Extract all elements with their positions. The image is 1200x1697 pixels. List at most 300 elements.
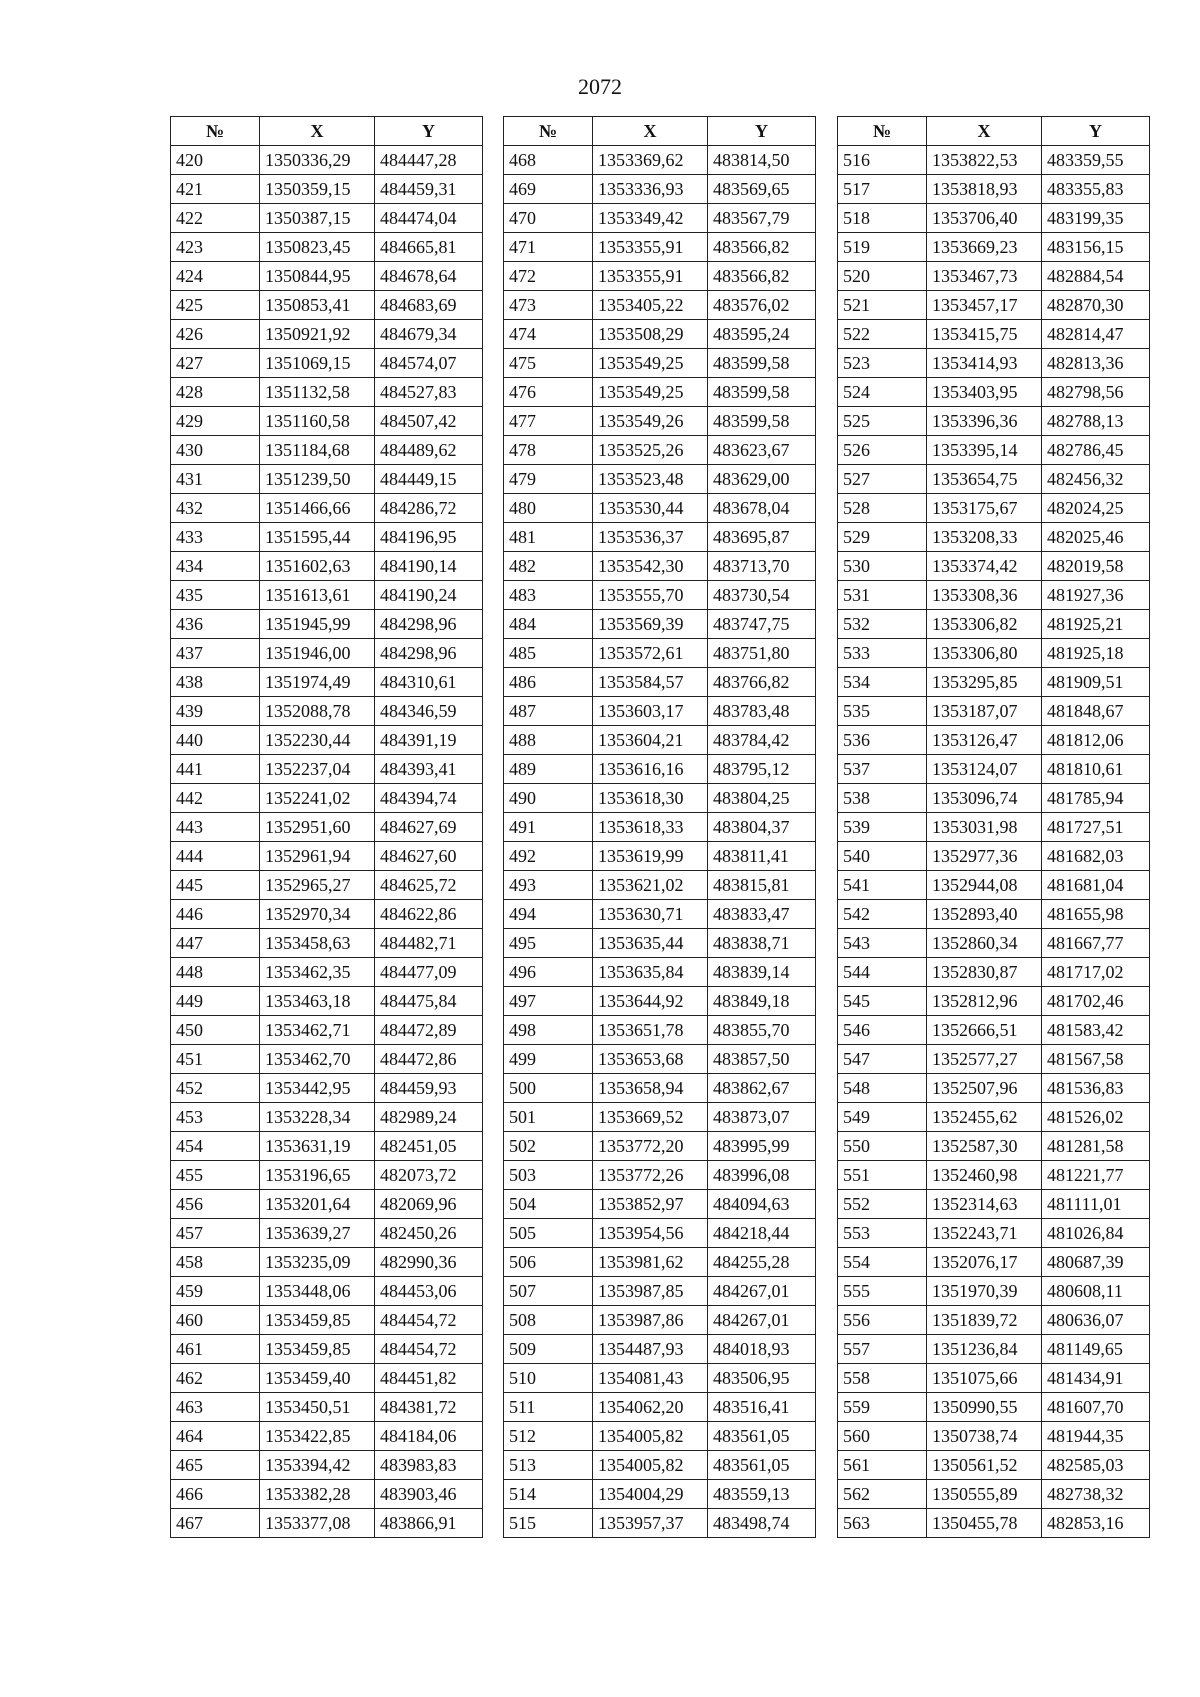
table-row (504, 291, 816, 320)
x-coordinate-cell: 1352241,02 (260, 784, 375, 813)
point-number-cell: 487 (504, 697, 593, 726)
table-row (838, 1306, 1150, 1335)
table-row (838, 842, 1150, 871)
y-coordinate-cell: 484381,72 (375, 1393, 483, 1422)
y-coordinate-cell: 483795,12 (708, 755, 816, 784)
table-row (504, 146, 816, 175)
point-number-cell: 497 (504, 987, 593, 1016)
point-number-cell: 510 (504, 1364, 593, 1393)
point-number-cell: 489 (504, 755, 593, 784)
table-row (171, 1248, 483, 1277)
point-number-cell: 486 (504, 668, 593, 697)
point-number-cell: 514 (504, 1480, 593, 1509)
y-coordinate-cell: 481111,01 (1042, 1190, 1150, 1219)
table-row (838, 175, 1150, 204)
point-number-cell: 465 (171, 1451, 260, 1480)
y-coordinate-cell: 484482,71 (375, 929, 483, 958)
point-number-cell: 472 (504, 262, 593, 291)
x-coordinate-cell: 1353584,57 (593, 668, 708, 697)
point-number-cell: 541 (838, 871, 927, 900)
point-number-cell: 550 (838, 1132, 927, 1161)
y-coordinate-cell: 481655,98 (1042, 900, 1150, 929)
y-coordinate-cell: 484475,84 (375, 987, 483, 1016)
y-coordinate-cell: 482786,45 (1042, 436, 1150, 465)
y-coordinate-cell: 484474,04 (375, 204, 483, 233)
y-coordinate-cell: 481026,84 (1042, 1219, 1150, 1248)
y-coordinate-cell: 482990,36 (375, 1248, 483, 1277)
y-coordinate-cell: 482069,96 (375, 1190, 483, 1219)
point-number-cell: 508 (504, 1306, 593, 1335)
y-coordinate-cell: 484451,82 (375, 1364, 483, 1393)
y-coordinate-cell: 483814,50 (708, 146, 816, 175)
y-coordinate-cell: 484267,01 (708, 1277, 816, 1306)
point-number-cell: 429 (171, 407, 260, 436)
y-coordinate-cell: 484094,63 (708, 1190, 816, 1219)
point-number-cell: 477 (504, 407, 593, 436)
table-row (504, 958, 816, 987)
x-coordinate-cell: 1351184,68 (260, 436, 375, 465)
point-number-cell: 467 (171, 1509, 260, 1538)
y-coordinate-cell: 483569,65 (708, 175, 816, 204)
point-number-cell: 462 (171, 1364, 260, 1393)
y-coordinate-cell: 484286,72 (375, 494, 483, 523)
y-coordinate-cell: 484454,72 (375, 1306, 483, 1335)
x-coordinate-cell: 1353467,73 (927, 262, 1042, 291)
table-row (171, 639, 483, 668)
y-coordinate-cell: 484018,93 (708, 1335, 816, 1364)
y-coordinate-cell: 482738,32 (1042, 1480, 1150, 1509)
table-row (504, 436, 816, 465)
y-coordinate-cell: 481221,77 (1042, 1161, 1150, 1190)
y-coordinate-cell: 482451,05 (375, 1132, 483, 1161)
table-row (504, 1074, 816, 1103)
point-number-cell: 540 (838, 842, 927, 871)
table-row (504, 1335, 816, 1364)
point-number-cell: 531 (838, 581, 927, 610)
table-header-row (171, 117, 483, 146)
point-number-cell: 459 (171, 1277, 260, 1306)
x-coordinate-cell: 1353459,85 (260, 1306, 375, 1335)
point-number-cell: 556 (838, 1306, 927, 1335)
x-coordinate-cell: 1350853,41 (260, 291, 375, 320)
x-coordinate-cell: 1352587,30 (927, 1132, 1042, 1161)
x-coordinate-cell: 1353422,85 (260, 1422, 375, 1451)
table-row (838, 1016, 1150, 1045)
x-coordinate-cell: 1353530,44 (593, 494, 708, 523)
x-coordinate-cell: 1353355,91 (593, 233, 708, 262)
y-coordinate-cell: 483678,04 (708, 494, 816, 523)
y-coordinate-cell: 483506,95 (708, 1364, 816, 1393)
x-coordinate-cell: 1353772,26 (593, 1161, 708, 1190)
y-coordinate-cell: 484267,01 (708, 1306, 816, 1335)
x-coordinate-cell: 1352666,51 (927, 1016, 1042, 1045)
point-number-cell: 542 (838, 900, 927, 929)
y-coordinate-cell: 483855,70 (708, 1016, 816, 1045)
y-coordinate-cell: 484625,72 (375, 871, 483, 900)
x-coordinate-cell: 1353981,62 (593, 1248, 708, 1277)
x-coordinate-cell: 1353306,80 (927, 639, 1042, 668)
table-row (171, 523, 483, 552)
point-number-cell: 527 (838, 465, 927, 494)
table-row (171, 1219, 483, 1248)
y-coordinate-cell: 481810,61 (1042, 755, 1150, 784)
y-coordinate-cell: 481536,83 (1042, 1074, 1150, 1103)
point-number-cell: 442 (171, 784, 260, 813)
point-number-cell: 555 (838, 1277, 927, 1306)
point-number-cell: 537 (838, 755, 927, 784)
table-row (504, 726, 816, 755)
y-coordinate-cell: 484391,19 (375, 726, 483, 755)
x-coordinate-cell: 1350455,78 (927, 1509, 1042, 1538)
x-coordinate-cell: 1353457,17 (927, 291, 1042, 320)
table-row (171, 407, 483, 436)
x-coordinate-cell: 1352455,62 (927, 1103, 1042, 1132)
point-number-cell: 490 (504, 784, 593, 813)
y-coordinate-cell: 484190,14 (375, 552, 483, 581)
table-row (838, 1509, 1150, 1538)
table-row (504, 407, 816, 436)
x-coordinate-cell: 1351613,61 (260, 581, 375, 610)
point-number-cell: 528 (838, 494, 927, 523)
point-number-cell: 547 (838, 1045, 927, 1074)
y-coordinate-cell: 483355,83 (1042, 175, 1150, 204)
y-coordinate-cell: 481567,58 (1042, 1045, 1150, 1074)
table-row (171, 1480, 483, 1509)
x-coordinate-cell: 1351839,72 (927, 1306, 1042, 1335)
table-row (504, 1306, 816, 1335)
point-number-cell: 475 (504, 349, 593, 378)
point-number-cell: 483 (504, 581, 593, 610)
point-number-cell: 427 (171, 349, 260, 378)
point-number-cell: 456 (171, 1190, 260, 1219)
point-number-cell: 488 (504, 726, 593, 755)
table-row (504, 871, 816, 900)
table-row (838, 204, 1150, 233)
table-row (171, 494, 483, 523)
page-number: 2072 (578, 74, 622, 99)
y-coordinate-cell: 484527,83 (375, 378, 483, 407)
table-row (171, 349, 483, 378)
point-number-cell: 435 (171, 581, 260, 610)
table-row (171, 320, 483, 349)
table-row (838, 436, 1150, 465)
table-row (838, 697, 1150, 726)
x-coordinate-cell: 1352944,08 (927, 871, 1042, 900)
y-coordinate-cell: 483599,58 (708, 378, 816, 407)
point-number-cell: 447 (171, 929, 260, 958)
table-row (504, 929, 816, 958)
y-coordinate-cell: 484184,06 (375, 1422, 483, 1451)
x-coordinate-cell: 1353644,92 (593, 987, 708, 1016)
point-number-cell: 500 (504, 1074, 593, 1103)
table-header-row (838, 117, 1150, 146)
x-coordinate-cell: 1353818,93 (927, 175, 1042, 204)
table-row (838, 813, 1150, 842)
point-number-cell: 544 (838, 958, 927, 987)
point-number-cell: 441 (171, 755, 260, 784)
point-number-cell: 430 (171, 436, 260, 465)
table-row (504, 639, 816, 668)
x-coordinate-cell: 1353654,75 (927, 465, 1042, 494)
point-number-cell: 521 (838, 291, 927, 320)
y-coordinate-cell: 484472,86 (375, 1045, 483, 1074)
y-coordinate-cell: 481682,03 (1042, 842, 1150, 871)
table-row (171, 262, 483, 291)
table-row (504, 784, 816, 813)
x-coordinate-cell: 1353369,62 (593, 146, 708, 175)
point-number-cell: 423 (171, 233, 260, 262)
table-row (504, 1277, 816, 1306)
x-coordinate-cell: 1353525,26 (593, 436, 708, 465)
x-coordinate-cell: 1352230,44 (260, 726, 375, 755)
table-row (838, 262, 1150, 291)
table-row (838, 407, 1150, 436)
table-row (838, 1451, 1150, 1480)
y-coordinate-cell: 483156,15 (1042, 233, 1150, 262)
point-number-cell: 450 (171, 1016, 260, 1045)
table-row (171, 1451, 483, 1480)
point-number-cell: 561 (838, 1451, 927, 1480)
x-coordinate-cell: 1351974,49 (260, 668, 375, 697)
x-coordinate-cell: 1352970,34 (260, 900, 375, 929)
x-coordinate-cell: 1353852,97 (593, 1190, 708, 1219)
x-coordinate-cell: 1350823,45 (260, 233, 375, 262)
x-coordinate-cell: 1353187,07 (927, 697, 1042, 726)
y-coordinate-cell: 484489,62 (375, 436, 483, 465)
x-coordinate-cell: 1352965,27 (260, 871, 375, 900)
x-coordinate-cell: 1353549,25 (593, 378, 708, 407)
x-coordinate-cell: 1353508,29 (593, 320, 708, 349)
table-row (171, 1364, 483, 1393)
y-coordinate-cell: 483359,55 (1042, 146, 1150, 175)
x-coordinate-cell: 1353405,22 (593, 291, 708, 320)
table-row (838, 378, 1150, 407)
point-number-cell: 538 (838, 784, 927, 813)
point-number-cell: 496 (504, 958, 593, 987)
table-row (838, 1335, 1150, 1364)
y-coordinate-cell: 481848,67 (1042, 697, 1150, 726)
y-coordinate-cell: 482788,13 (1042, 407, 1150, 436)
point-number-cell: 507 (504, 1277, 593, 1306)
table-row (838, 349, 1150, 378)
y-coordinate-cell: 482024,25 (1042, 494, 1150, 523)
point-number-cell: 524 (838, 378, 927, 407)
x-coordinate-cell: 1353603,17 (593, 697, 708, 726)
point-number-cell: 473 (504, 291, 593, 320)
point-number-cell: 495 (504, 929, 593, 958)
point-number-cell: 440 (171, 726, 260, 755)
table-row (171, 233, 483, 262)
table-row (171, 1132, 483, 1161)
table-row (171, 1306, 483, 1335)
point-number-cell: 438 (171, 668, 260, 697)
table-row (504, 349, 816, 378)
table-row (504, 987, 816, 1016)
table-row (838, 1219, 1150, 1248)
y-coordinate-cell: 484459,31 (375, 175, 483, 204)
point-number-cell: 436 (171, 610, 260, 639)
point-number-cell: 517 (838, 175, 927, 204)
x-coordinate-cell: 1353619,99 (593, 842, 708, 871)
table-row (838, 494, 1150, 523)
point-number-cell: 535 (838, 697, 927, 726)
x-coordinate-cell: 1353987,86 (593, 1306, 708, 1335)
table-row (171, 1190, 483, 1219)
y-coordinate-cell: 483857,50 (708, 1045, 816, 1074)
x-coordinate-cell: 1353396,36 (927, 407, 1042, 436)
x-coordinate-cell: 1350555,89 (927, 1480, 1042, 1509)
point-number-cell: 543 (838, 929, 927, 958)
x-coordinate-cell: 1353448,06 (260, 1277, 375, 1306)
point-number-cell: 505 (504, 1219, 593, 1248)
point-number-cell: 506 (504, 1248, 593, 1277)
y-coordinate-cell: 483199,35 (1042, 204, 1150, 233)
x-coordinate-cell: 1353651,78 (593, 1016, 708, 1045)
y-coordinate-cell: 483516,41 (708, 1393, 816, 1422)
table-row (504, 755, 816, 784)
point-number-cell: 439 (171, 697, 260, 726)
x-coordinate-cell: 1352076,17 (927, 1248, 1042, 1277)
point-number-cell: 562 (838, 1480, 927, 1509)
point-number-cell: 454 (171, 1132, 260, 1161)
point-number-cell: 513 (504, 1451, 593, 1480)
y-coordinate-cell: 484346,59 (375, 697, 483, 726)
point-number-cell: 481 (504, 523, 593, 552)
point-number-cell: 445 (171, 871, 260, 900)
table-row (504, 1132, 816, 1161)
table-row (171, 581, 483, 610)
y-coordinate-cell: 482870,30 (1042, 291, 1150, 320)
table-row (504, 1016, 816, 1045)
table-row (504, 1103, 816, 1132)
x-coordinate-cell: 1352830,87 (927, 958, 1042, 987)
y-coordinate-cell: 483566,82 (708, 233, 816, 262)
table-row (838, 1277, 1150, 1306)
x-coordinate-cell: 1353987,85 (593, 1277, 708, 1306)
x-coordinate-cell: 1350844,95 (260, 262, 375, 291)
y-coordinate-cell: 484627,60 (375, 842, 483, 871)
x-coordinate-cell: 1353175,67 (927, 494, 1042, 523)
point-number-cell: 444 (171, 842, 260, 871)
y-coordinate-cell: 484196,95 (375, 523, 483, 552)
point-number-cell: 468 (504, 146, 593, 175)
x-coordinate-cell: 1353208,33 (927, 523, 1042, 552)
y-coordinate-cell: 483566,82 (708, 262, 816, 291)
y-coordinate-cell: 483849,18 (708, 987, 816, 1016)
point-number-cell: 470 (504, 204, 593, 233)
point-number-cell: 491 (504, 813, 593, 842)
point-number-cell: 560 (838, 1422, 927, 1451)
x-coordinate-cell: 1351132,58 (260, 378, 375, 407)
table-row (838, 958, 1150, 987)
point-number-cell: 551 (838, 1161, 927, 1190)
table-row (504, 233, 816, 262)
y-coordinate-cell: 484218,44 (708, 1219, 816, 1248)
x-coordinate-cell: 1353235,09 (260, 1248, 375, 1277)
x-coordinate-cell: 1352088,78 (260, 697, 375, 726)
y-coordinate-cell: 481909,51 (1042, 668, 1150, 697)
table-row (171, 175, 483, 204)
table-row (171, 1509, 483, 1538)
y-coordinate-cell: 483783,48 (708, 697, 816, 726)
table-row (504, 523, 816, 552)
y-coordinate-cell: 483804,25 (708, 784, 816, 813)
x-coordinate-cell: 1353639,27 (260, 1219, 375, 1248)
y-coordinate-cell: 484449,15 (375, 465, 483, 494)
point-number-cell: 512 (504, 1422, 593, 1451)
x-coordinate-cell: 1352460,98 (927, 1161, 1042, 1190)
x-coordinate-cell: 1353669,23 (927, 233, 1042, 262)
table-row (838, 552, 1150, 581)
table-row (838, 1248, 1150, 1277)
y-coordinate-cell: 484507,42 (375, 407, 483, 436)
y-coordinate-cell: 481812,06 (1042, 726, 1150, 755)
y-coordinate-cell: 483595,24 (708, 320, 816, 349)
x-coordinate-cell: 1354487,93 (593, 1335, 708, 1364)
x-coordinate-cell: 1353772,20 (593, 1132, 708, 1161)
point-number-cell: 552 (838, 1190, 927, 1219)
table-row (838, 929, 1150, 958)
x-coordinate-cell: 1351970,39 (927, 1277, 1042, 1306)
table-row (838, 1364, 1150, 1393)
y-coordinate-cell: 482814,47 (1042, 320, 1150, 349)
y-coordinate-cell: 484477,09 (375, 958, 483, 987)
x-coordinate-cell: 1352951,60 (260, 813, 375, 842)
point-number-cell: 484 (504, 610, 593, 639)
x-coordinate-cell: 1353957,37 (593, 1509, 708, 1538)
x-coordinate-cell: 1350990,55 (927, 1393, 1042, 1422)
y-coordinate-cell: 483751,80 (708, 639, 816, 668)
y-coordinate-cell: 483559,13 (708, 1480, 816, 1509)
x-coordinate-cell: 1351236,84 (927, 1335, 1042, 1364)
y-coordinate-cell: 483695,87 (708, 523, 816, 552)
x-coordinate-cell: 1351075,66 (927, 1364, 1042, 1393)
x-coordinate-cell: 1353542,30 (593, 552, 708, 581)
y-coordinate-cell: 483804,37 (708, 813, 816, 842)
column-header-y: Y (375, 117, 483, 146)
x-coordinate-cell: 1353954,56 (593, 1219, 708, 1248)
x-coordinate-cell: 1353414,93 (927, 349, 1042, 378)
table-row (838, 1480, 1150, 1509)
y-coordinate-cell: 483623,67 (708, 436, 816, 465)
table-row (171, 146, 483, 175)
point-number-cell: 534 (838, 668, 927, 697)
table-row (838, 726, 1150, 755)
point-number-cell: 469 (504, 175, 593, 204)
y-coordinate-cell: 483599,58 (708, 407, 816, 436)
point-number-cell: 530 (838, 552, 927, 581)
y-coordinate-cell: 483498,74 (708, 1509, 816, 1538)
table-row (171, 697, 483, 726)
table-row (504, 204, 816, 233)
x-coordinate-cell: 1351466,66 (260, 494, 375, 523)
x-coordinate-cell: 1353462,35 (260, 958, 375, 987)
y-coordinate-cell: 481925,18 (1042, 639, 1150, 668)
point-number-cell: 549 (838, 1103, 927, 1132)
y-coordinate-cell: 481927,36 (1042, 581, 1150, 610)
point-number-cell: 466 (171, 1480, 260, 1509)
x-coordinate-cell: 1350387,15 (260, 204, 375, 233)
point-number-cell: 553 (838, 1219, 927, 1248)
x-coordinate-cell: 1353669,52 (593, 1103, 708, 1132)
table-row (504, 900, 816, 929)
x-coordinate-cell: 1353658,94 (593, 1074, 708, 1103)
table-row (504, 697, 816, 726)
point-number-cell: 426 (171, 320, 260, 349)
x-coordinate-cell: 1353572,61 (593, 639, 708, 668)
y-coordinate-cell: 482989,24 (375, 1103, 483, 1132)
point-number-cell: 509 (504, 1335, 593, 1364)
